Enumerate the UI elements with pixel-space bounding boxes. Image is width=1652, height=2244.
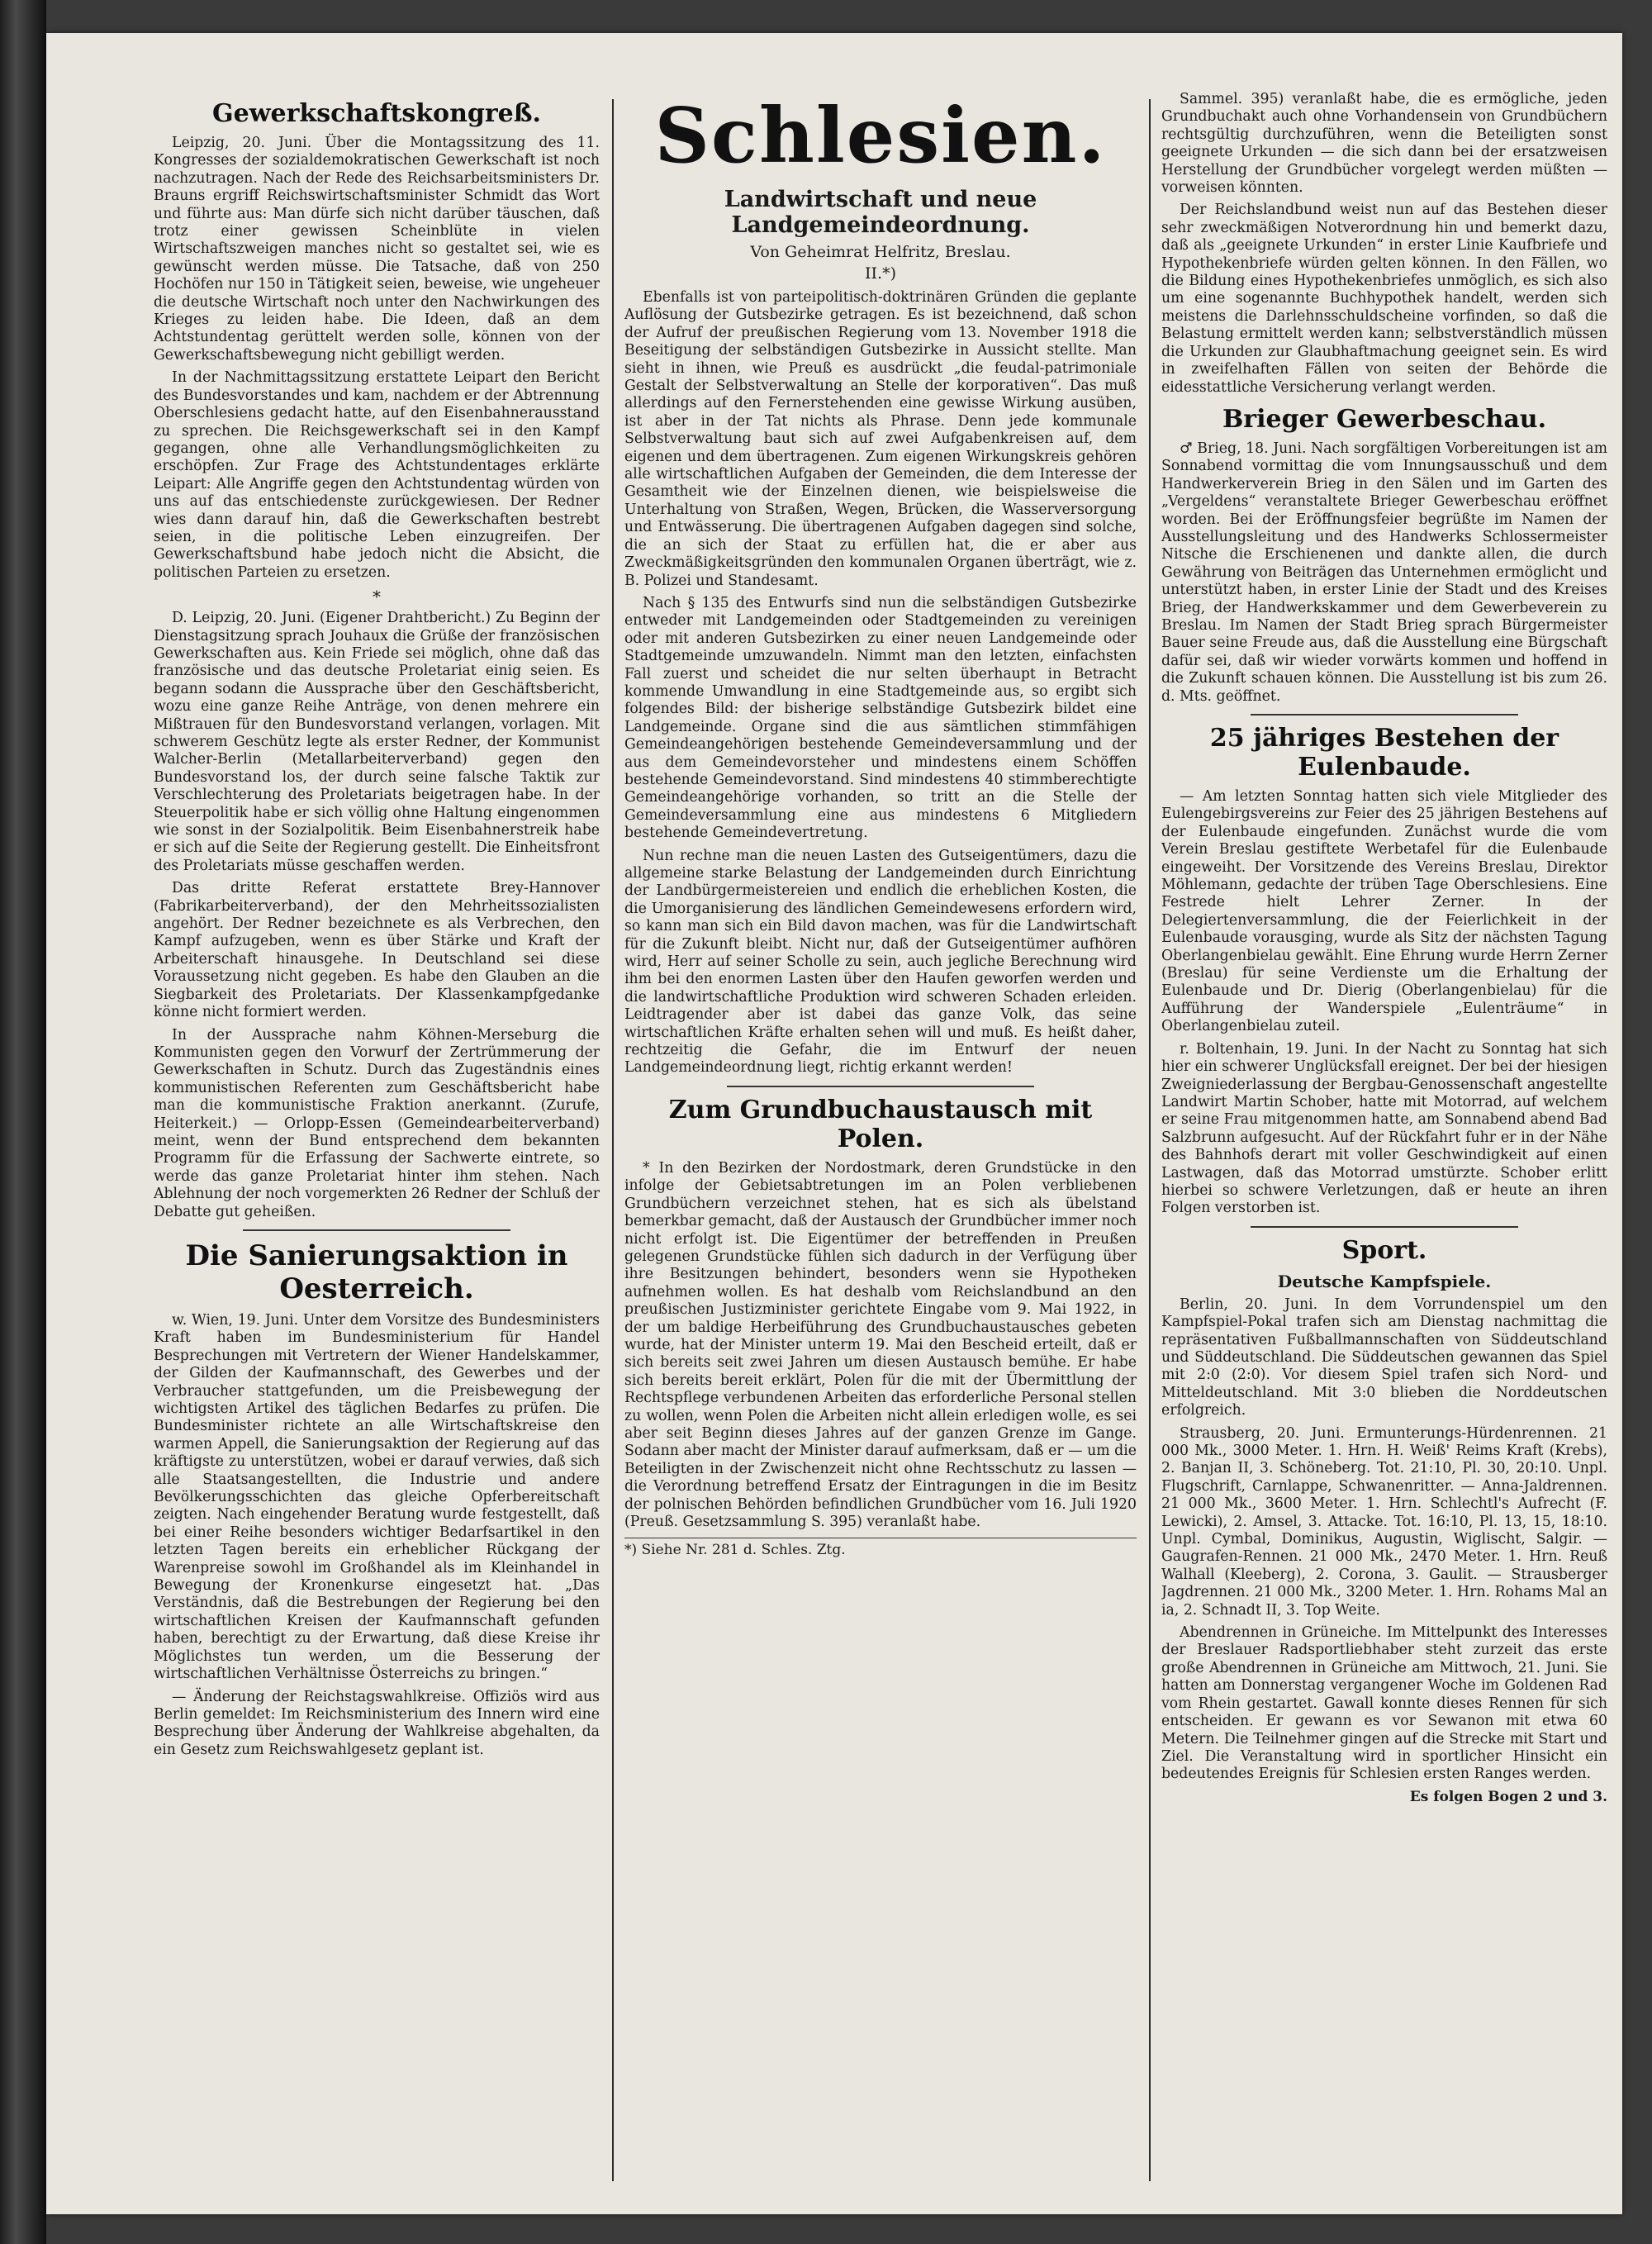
heading-grundbuchaustausch: Zum Grundbuchaustausch mit Polen. bbox=[668, 1095, 1093, 1153]
heading-gewerkschaftskongress: Gewerkschaftskongreß. bbox=[212, 99, 541, 128]
column-middle bbox=[624, 91, 1137, 2189]
heading-eulenbaude: 25 jähriges Bestehen der Eulenbaude. bbox=[1209, 724, 1559, 782]
section-divider bbox=[727, 1086, 1034, 1087]
article-paragraph: — Änderung der Reichstagswahlkreise. Offiziös wird aus Berlin gemeldet: Im Reichsministerium des Innern wird eine Besprechung über Änderung der Wahlkreise abgehalten, da ein Gesetz zum Reichswahlgesetz geplant ist. bbox=[154, 1688, 600, 1758]
continuation-note: Es folgen Bogen 2 und 3. bbox=[1409, 1788, 1607, 1805]
footnote: *) Siehe Nr. 281 d. Schles. Ztg. bbox=[624, 1538, 1137, 1558]
column-rule-right bbox=[1149, 99, 1151, 2181]
column-rule-left bbox=[612, 99, 614, 2181]
article-paragraph: Das dritte Referat erstattete Brey-Hannover (Fabrikarbeiterverband), der den Mehrheitssozialisten angehört. Der Redner bezeichnete es als Verbrechen, den Kampf aufzugeben, wenn es über Stärke und Kraft der Arbeiterschaft hinausgehe. In Deutschland sei diese Voraussetzung nicht gegeben. Es habe den Glauben an die Siegbarkeit des Proletariats. Der Klassenkampfgedanke könne nicht formiert werden. bbox=[154, 880, 600, 1021]
article-paragraph: In der Aussprache nahm Köhnen-Merseburg die Kommunisten gegen den Vorwurf der Zertrümmerung der Gewerkschaften in Schutz. Durch das Zugeständnis eines kommunistischen Referenten zum Geschäftsbericht habe man die kommunistische Fraktion anerkannt. (Zurufe, Heiterkeit.) — Orlopp-Essen (Gemeindearbeiterverband) meint, wenn der Bund entsprechend dem bekannten Programm für die Erfassung der Sachwerte eintrete, so werde das ganze Proletariat hinter ihm stehen. Nach Ablehnung der noch vorgemerkten 26 Redner der Schluß der Debatte gut geheißen. bbox=[154, 1026, 600, 1220]
subheading-landwirtschaft: Landwirtschaft und neue Landgemeindeordnung. bbox=[724, 187, 1037, 238]
section-divider bbox=[1251, 714, 1518, 716]
article-paragraph: D. Leipzig, 20. Juni. (Eigener Drahtbericht.) Zu Beginn der Dienstagsitzung sprach Jouhaux die Grüße der französischen Gewerkschaften aus. Kein Friede sei möglich, ohne daß das französische und das deutsche Proletariat einig seien. Es begann sodann die Aussprache über den Geschäftsbericht, wozu eine ganze Reihe Anträge, von denen mehrere ein Mißtrauen für den Bundesvorstand verlangen, vorlagen. Mit schwerem Geschütz legte als erster Redner, der Kommunist Walcher-Berlin (Metallarbeiterverband) gegen den Bundesvorstand los, der durch seine falsche Taktik zur Verschlechterung des Proletariats beigetragen habe. In der Steuerpolitik habe er sich völlig ohne Haltung eingenommen wie sonst in der Sozialpolitik. Beim Eisenbahnerstreik habe er sich auf die Seite der Regierung gestellt. Die Einheitsfront des Proletariats müsse geschaffen werden. bbox=[154, 610, 600, 874]
article-paragraph: ♂ Brieg, 18. Juni. Nach sorgfältigen Vorbereitungen ist am Sonnabend vormittag die vom Innungsausschuß und dem Handwerkerverein Brieg in den Sälen und im Garten des „Vergeldens“ veranstaltete Brieger Gewerbeschau eröffnet worden. Bei der Eröffnungsfeier begrüßte im Namen der Ausstellungsleitung und des Handwerks Schlossermeister Nitsche die Erschienenen und dankte allen, die durch Gewährung von Beiträgen das Unternehmen ermöglicht und unterstützt haben, in erster Linie der Stadt und des Kreises Brieg, der Handwerkskammer und dem Gewerbeverein zu Breslau. Im Namen der Stadt Brieg sprach Bürgermeister Bauer seine Freude aus, daß die Ausstellung eine Bürgschaft dafür sei, daß wir wieder vorwärts kommen und hoffend in die Zukunft schauen können. Die Ausstellung ist bis zum 26. d. Mts. geöffnet. bbox=[1161, 440, 1607, 705]
heading-brieger-gewerbeschau: Brieger Gewerbeschau. bbox=[1222, 404, 1547, 434]
article-paragraph: Abendrennen in Grüneiche. Im Mittelpunkt des Interesses der Breslauer Radsportliebhaber steht zurzeit das erste große Abendrennen in Grüneiche am Mittwoch, 21. Juni. Sie hatten am Donnerstag vergangener Woche im Goldenen Rad vom Rhein gestartet. Gawall konnte dieses Rennen für sich entscheiden. Er gewann es vor Sewanon mit etwa 60 Metern. Die Teilnehmer gingen auf die Strecke mit Start und Ziel. Die Veranstaltung wird in sportlicher Hinsicht ein bedeutendes Ereignis für Schlesien ersten Ranges werden. bbox=[1161, 1624, 1607, 1783]
article-paragraph: * In den Bezirken der Nordostmark, deren Grundstücke in den infolge der Gebietsabtretungen im an Polen verbliebenen Grundbüchern verzeichnet stehen, hat es sich als übelstand bemerkbar gemacht, daß der Austausch der Grundbücher immer noch nicht erfolgt ist. Die Eigentümer der betreffenden in Preußen gelegenen Grundstücke fühlen sich dadurch in der Verfügung über ihre Besitzungen behindert, besonders wenn sie Hypotheken aufnehmen wollen. Es hat deshalb vom Reichslandbund an den preußischen Justizminister gerichtete Eingabe vom 9. Mai 1922, in der um baldige Herbeiführung des Grundbuchaustausches gebeten wurde, hat der Minister unterm 19. Mai den Bescheid erteilt, daß er sich bereits seit zwei Jahren um diesen Austausch bemühe. Er habe sich bereits bereit erklärt, Polen für die mit der Übermittlung der Rechtspflege verbundenen Arbeiten das erforderliche Personal stellen zu wollen, wenn Polen die Arbeiten nicht allein erledigen wolle, es sei aber seit Beginn dieses Jahres auf der ganzen Grenze im Gange. Sodann aber macht der Minister darauf aufmerksam, daß er — um die Beteiligten in der Zwischenzeit nicht ohne Rechtsschutz zu lassen — die Verordnung betreffend Ersatz der Eintragungen in die im Besitz der polnischen Behörden befindlichen Grundbücher vom 16. Juli 1920 (Preuß. Gesetzsammlung S. 395) veranlaßt habe. bbox=[624, 1159, 1137, 1530]
article-paragraph: — Am letzten Sonntag hatten sich viele Mitglieder des Eulengebirgsvereins zur Feier des 25 jährigen Bestehens auf der Eulenbaude eingefunden. Zunächst wurde die vom Verein Breslau gestiftete Werbetafel für die Eulenbaude eingeweiht. Der Vorsitzende des Vereins Breslau, Direktor Möhlemann, gedachte der trüben Tage Oberschlesiens. Eine Festrede hielt Lehrer Zerner. In der Delegiertenversammlung, die der Feierlichkeit in der Eulenbaude vorausging, wurde als Sitz der nächsten Tagung Oberlangenbielau gewählt. Eine Ehrung wurde Herrn Zerner (Breslau) für seine Verdienste um die Erhaltung der Eulenbaude und Dr. Dierig (Oberlangenbielau) für die Aufführung der Wanderspiele „Eulenträume“ in Oberlangenbielau zuteil. bbox=[1161, 788, 1607, 1035]
article-paragraph: Berlin, 20. Juni. In dem Vorrundenspiel um den Kampfspiel-Pokal trafen sich am Dienstag nachmittag die repräsentativen Fußballmannschaften von Süddeutschland und Süddeutschland. Die Süddeutschen gewannen das Spiel mit 2:0 (2:0). Vor diesem Spiel trafen sich Nord- und Mitteldeutschland. Mit 3:0 blieben die Norddeutschen erfolgreich. bbox=[1161, 1296, 1607, 1419]
separator-star: * bbox=[373, 587, 381, 607]
section-divider bbox=[1251, 1226, 1518, 1228]
subheading-kampfspiele: Deutsche Kampfspiele. bbox=[1277, 1271, 1492, 1291]
article-paragraph: Sammel. 395) veranlaßt habe, die es ermögliche, jeden Grundbuchakt auch ohne Vorhandensein von Grundbüchern rechtsgültig durchzuführen, wenn die Beteiligten sonst geeignete Urkunden — die sich dann bei der ersatzweisen Herstellung der Grundbücher vorgelegt werden müßten — vorweisen könnten. bbox=[1161, 91, 1607, 197]
article-paragraph: Leipzig, 20. Juni. Über die Montagssitzung des 11. Kongresses der sozialdemokratischen Gewerkschaft ist noch nachzutragen. Nach der Rede des Reichsarbeitsministers Dr. Brauns ergriff Reichswirtschaftsminister Schmidt das Wort und führte aus: Man dürfe sich nicht darüber täuschen, daß trotz einer gewissen Scheinblüte in vielen Wirtschaftszweigen manches nicht so gestaltet sei, wie es gewünscht werden müsse. Die Tatsache, daß von 250 Hochöfen nur 150 in Tätigkeit seien, beweise, wie ungeheuer die deutsche Wirtschaft noch unter den Nachwirkungen des Krieges zu leiden habe. Die Ideen, daß an dem Achtstundentag gerüttelt werden solle, können von der Gewerkschaftsbewegung nicht gebilligt werden. bbox=[154, 135, 600, 364]
heading-sport: Sport. bbox=[1341, 1235, 1427, 1265]
article-paragraph: Nun rechne man die neuen Lasten des Gutseigentümers, dazu die allgemeine starke Belastung der Landgemeinden durch Einrichtung der Landbürgermeistereien und endlich die erheblichen Kosten, die die Umorganisierung des ländlichen Gemeindewesens erfordern wird, so kann man sich ein Bild davon machen, was für die Landwirtschaft für die Zukunft bleibt. Nicht nur, daß der Gutseigentümer aufhören wird, Herr auf seiner Scholle zu sein, auch jegliche Berechnung wird ihm bei den enormen Lasten über den Haufen geworfen werden und die landwirtschaftliche Produktion wird schweren Schaden erleiden. Leidtragender aber ist dabei das ganze Volk, das seine wirtschaftlichen Kräfte erhalten sehen will und muß. Es heißt daher, rechtzeitig die Gefahr, die im Entwurf der neuen Landgemeindeordnung liegt, richtig erkannt werden! bbox=[624, 847, 1137, 1077]
heading-sanierungsaktion: Die Sanierungsaktion in Oesterreich. bbox=[185, 1238, 568, 1305]
article-paragraph: r. Boltenhain, 19. Juni. In der Nacht zu Sonntag hat sich hier ein schwerer Unglücksfall ereignet. Der bei der hiesigen Zweigniederlassung der Bergbau-Genossenschaft angestellte Landwirt Martin Schober, hatte mit Motorrad, auf welchem er seine Frau mitgenommen hatte, am Sonnabend abend Bad Salzbrunn aufgesucht. Auf der Rückfahrt fuhr er in der Nähe des Bahnhofs derart mit voller Geschwindigkeit auf einen Lastwagen, daß das Motorrad umstürzte. Schober erlitt hierbei so schwere Verletzungen, daß er heute an ihren Folgen verstorben ist. bbox=[1161, 1040, 1607, 1217]
part-number: II.*) bbox=[865, 264, 896, 283]
heading-schlesien: Schlesien. bbox=[654, 91, 1107, 180]
article-paragraph: Strausberg, 20. Juni. Ermunterungs-Hürdenrennen. 21 000 Mk., 3000 Meter. 1. Hrn. H. Weiß' Reims Kraft (Krebs), 2. Banjan II, 3. Schöneberg. Tot. 21:10, Pl. 30, 20:10. Unpl. Flugschrift, Carnlappe, Schwanenritter. — Anna-Jaldrennen. 21 000 Mk., 3600 Meter. 1. Hrn. Schlechtl's Aufrecht (F. Lewicki), 2. Amsel, 3. Attacke. Tot. 16:10, Pl. 13, 15, 18:10. Unpl. Cymbal, Dominikus, Augustin, Wiglischt, Salgir. — Gaugrafen-Rennen. 21 000 Mk., 2470 Meter. 1. Hrn. Reuß Walhall (Kleeberg), 2. Corona, 3. Gaulit. — Strausberger Jagdrennen. 21 000 Mk., 3200 Meter. 1. Hrn. Rohams Mal an ia, 2. Schnadt II, 3. Top Weite. bbox=[1161, 1424, 1607, 1619]
section-divider bbox=[243, 1229, 510, 1231]
column-right bbox=[1161, 91, 1607, 2189]
book-binding bbox=[0, 0, 46, 2244]
byline: Von Geheimrat Helfritz, Breslau. bbox=[750, 243, 1011, 261]
article-paragraph: In der Nachmittagssitzung erstattete Leipart den Bericht des Bundesvorstandes und kam, nachdem er der Abtrennung Oberschlesiens gedacht hatte, auf den Eisenbahnerausstand zu sprechen. Die Reichsgewerkschaft sei in den Kampf gegangen, ohne alle Verhandlungsmöglichkeiten zu erschöpfen. Zur Frage des Achtstundentages erklärte Leipart: Alle Angriffe gegen den Achtstundentag würden von uns auf das entschiedenste zurückgewiesen. Der Redner wies dann darauf hin, daß die Gewerkschaften bestrebt seien, in die politische Leben einzugreifen. Der Gewerkschaftsbund habe jedoch nicht die Absicht, die politischen Parteien zu ersetzen. bbox=[154, 369, 600, 581]
column-left bbox=[154, 91, 600, 2189]
newspaper-page bbox=[46, 33, 1622, 2214]
article-paragraph: Ebenfalls ist von parteipolitisch-doktrinären Gründen die geplante Auflösung der Gutsbezirke getragen. Es ist bezeichnend, daß schon der Aufruf der preußischen Regierung vom 13. November 1918 die Beseitigung der selbständigen Gutsbezirke in Aussicht stellte. Man sieht in ihnen, wie Preuß es ausdrückt „die feudal-patrimoniale Gestalt der Selbstverwaltung an Stelle der korporativen“. Das muß allerdings auf den Fernerstehenden eine gewisse Wirkung ausüben, ist aber in der Tat nichts als Phrase. Denn jede kommunale Selbstverwaltung baut sich auf zwei Aufgabenkreisen auf, dem eigenen und dem übertragenen. Zum eigenen Wirkungskreis gehören alle wirtschaftlichen Aufgaben der Gemeinden, die dem Interesse der Gesamtheit wie der Einzelnen dienen, wie beispielsweise die Unterhaltung von Straßen, Wegen, Brücken, die Wasserversorgung und Entwässerung. Die übertragenen Aufgaben dagegen sind solche, die an sich der Staat zu erfüllen hat, die er aber aus Zweckmäßigkeitsgründen den kommunalen Organen überträgt, wie z. B. Polizei und Standesamt. bbox=[624, 289, 1137, 589]
article-paragraph: w. Wien, 19. Juni. Unter dem Vorsitze des Bundesministers Kraft haben im Bundesministerium für Handel Besprechungen mit Vertretern der Wiener Handelskammer, der Gilden der Kaufmannschaft, des Gewerbes und der Verbraucher stattgefunden, um die Preisbewegung der wichtigsten Artikel des täglichen Bedarfes zu prüfen. Die Bundesminister richtete an alle Wirtschaftskreise den warmen Appell, die Sanierungsaktion der Regierung auf das kräftigste zu unterstützen, wobei er darauf verwies, daß sich alle Staatsangestellten, die Industrie und andere Bevölkerungsschichten das gleiche Opferbereitschaft zeigten. Nach eingehender Beratung wurde festgestellt, daß bei einer Reihe besonders wichtiger Bedarfsartikel in den letzten Tagen bereits ein erheblicher Rückgang der Warenpreise sowohl im Großhandel als im Kleinhandel in Bewegung der Kronenkurse eingesetzt hat. „Das Verständnis, daß die Bestrebungen der Regierung bei den wirtschaftlichen Kreisen der Kaufmannschaft gefunden haben, berechtigt zu der Erwartung, daß diese Kreise ihr Möglichstes tun werden, um die Besserung der wirtschaftlichen Verhältnisse Österreichs zu bringen.“ bbox=[154, 1311, 600, 1683]
article-paragraph: Der Reichslandbund weist nun auf das Bestehen dieser sehr zweckmäßigen Notverordnung hin und bemerkt dazu, daß als „geeignete Urkunden“ in erster Linie Kaufbriefe und Hypothekenbriefe würden gelten können. In den Fällen, wo die Bildung eines Hypothekenbriefes unmöglich, es sich also um eine sogenannte Buchhypothek handelt, werden sich meistens die Darlehnsschuldscheine vorfinden, so daß die Belastung ermittelt werden kann; selbstverständlich müssen die Urkunden zur Glaubhaftmachung geeignet sein. Es wird in zweifelhaften Fällen von seiten der Behörde die eidesstattliche Versicherung verlangt werden. bbox=[1161, 202, 1607, 396]
article-paragraph: Nach § 135 des Entwurfs sind nun die selbständigen Gutsbezirke entweder mit Landgemeinden oder Stadtgemeinden zu vereinigen oder mit anderen Gutsbezirken zu einer neuen Landgemeinde oder Stadtgemeinde umzuwandeln. Nimmt man den letzten, einfachsten Fall zuerst und scheidet die nur selten überhaupt in Betracht kommende Umwandlung in eine Stadtgemeinde aus, so ergibt sich folgendes Bild: der bisherige selbständige Gutsbezirk bildet eine Landgemeinde. Organe sind die aus sämtlichen stimmfähigen Gemeindeangehörigen bestehende Gemeindeversammlung und der aus dem Gemeindevorsteher und mindestens einem Schöffen bestehende Gemeindevorstand. Sind mindestens 40 stimmberechtigte Gemeindeangehörige vorhanden, so tritt an die Stelle der Gemeindeversammlung eine aus mindestens 6 Mitgliedern bestehende Gemeindevertretung. bbox=[624, 594, 1137, 842]
